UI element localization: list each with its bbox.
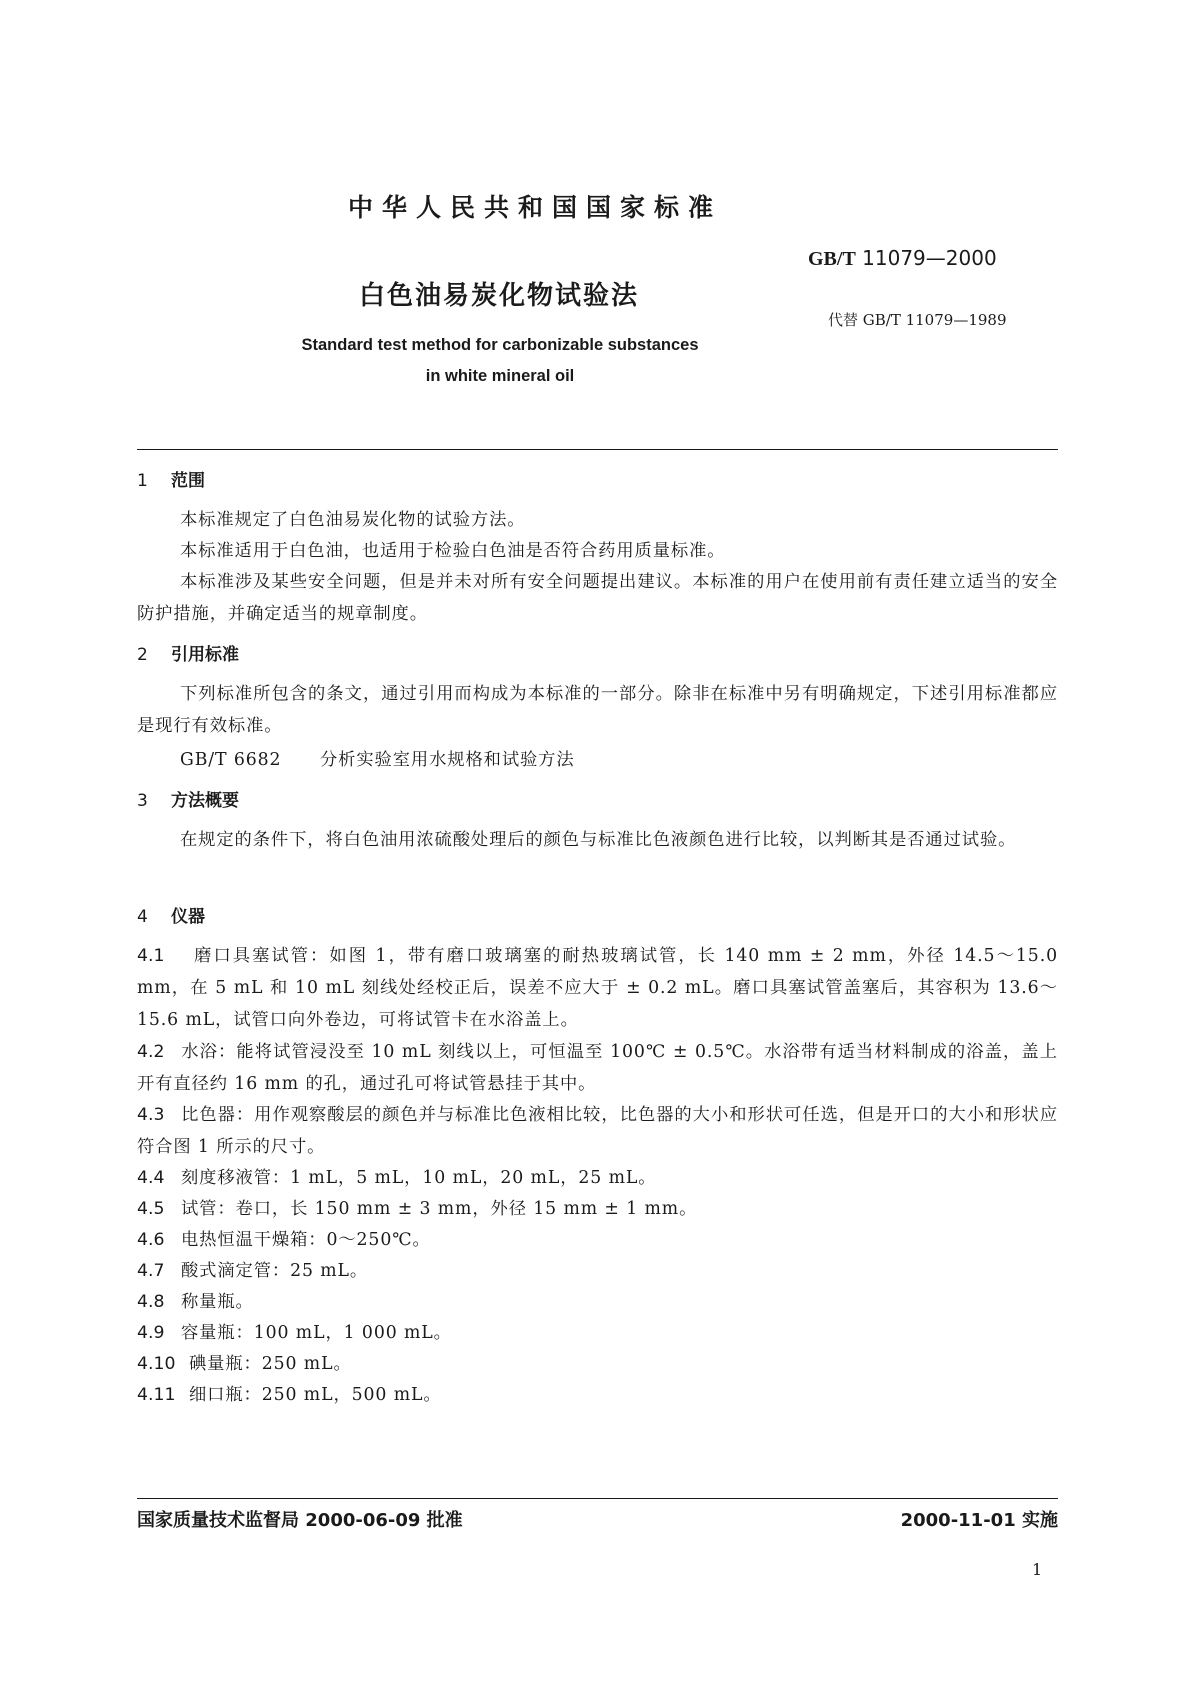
item-text: 容量瓶：100 mL，1 000 mL。 [181,1323,452,1343]
item-number: 4.1 [137,946,165,966]
item-text: 细口瓶：250 mL，500 mL。 [189,1385,442,1405]
approval-line: 国家质量技术监督局 2000-06-09 批准 [137,1510,463,1531]
item-text: 试管：卷口，长 150 mm ± 3 mm，外径 15 mm ± 1 mm。 [181,1199,698,1219]
section-number: 4 [137,907,148,927]
section-title: 方法概要 [171,791,239,811]
item-number: 4.3 [137,1105,165,1125]
section-heading-references [137,640,239,665]
apparatus-item [137,1286,1058,1318]
apparatus-item [137,1379,1058,1411]
apparatus-item [137,1224,1058,1256]
reference-code: GB/T 6682 [180,750,282,770]
item-text: 酸式滴定管：25 mL。 [181,1261,369,1281]
item-number: 4.9 [137,1323,165,1343]
item-text: 水浴：能将试管浸没至 10 mL 刻线以上，可恒温至 100℃ ± 0.5℃。水浴带有适当材料制成的浴盖，盖上开有直径约 16 mm 的孔，通过孔可将试管悬挂于其中。 [137,1042,1058,1094]
section-title: 范围 [171,471,205,491]
page-title: 白色油易炭化物试验法 [358,281,639,311]
item-number: 4.6 [137,1230,165,1250]
section-title: 仪器 [171,907,205,927]
english-title-line-1: Standard test method for carbonizable substances [301,336,699,354]
item-number: 4.10 [137,1354,176,1374]
item-number: 4.2 [137,1042,165,1062]
apparatus-item [137,1036,1058,1100]
item-number: 4.5 [137,1199,165,1219]
header-divider [137,449,1058,450]
reference-item [180,745,575,770]
footer-divider [137,1498,1058,1499]
apparatus-item [137,1255,1058,1287]
english-title-line-2: in white mineral oil [425,367,575,385]
method-summary-paragraph: 在规定的条件下，将白色油用浓硫酸处理后的颜色与标准比色液颜色进行比较，以判断其是否通过试验。 [180,830,1017,850]
apparatus-item [137,1162,1058,1194]
section-heading-scope [137,466,205,491]
item-text: 磨口具塞试管：如图 1，带有磨口玻璃塞的耐热玻璃试管，长 140 mm ± 2 mm，外径 14.5～15.0 mm，在 5 mL 和 10 mL 刻线处经校正后，误差不应大于 ± 0.2 mL。磨口具塞试管盖塞后，其容积为 13.6～15.6 mL，试管口向外卷边，可将试管卡在水浴盖上。 [137,946,1058,1030]
scope-paragraph-3: 本标准涉及某些安全问题，但是并未对所有安全问题提出建议。本标准的用户在使用前有责任建立适当的安全防护措施，并确定适当的规章制度。 [137,572,1058,624]
scope-paragraph-2: 本标准适用于白色油，也适用于检验白色油是否符合药用质量标准。 [180,541,726,561]
item-number: 4.8 [137,1292,165,1312]
section-number: 2 [137,645,148,665]
page-number: 1 [1032,1560,1043,1579]
standard-number [808,246,997,271]
section-heading-summary [137,786,239,811]
section-title: 引用标准 [171,645,239,665]
apparatus-item [137,1317,1058,1349]
scope-paragraph-1: 本标准规定了白色油易炭化物的试验方法。 [180,510,526,530]
item-text: 碘量瓶：250 mL。 [189,1354,352,1374]
effective-date: 2000-11-01 实施 [900,1510,1058,1531]
apparatus-item [137,1348,1058,1380]
item-number: 4.7 [137,1261,165,1281]
replaces-note: 代替 GB/T 11079—1989 [828,311,1007,329]
section-heading-apparatus [137,902,205,927]
references-intro: 下列标准所包含的条文，通过引用而构成为本标准的一部分。除非在标准中另有明确规定，下述引用标准都应是现行有效标准。 [137,684,1058,736]
standard-prefix: GB/T [808,248,856,270]
item-text: 刻度移液管：1 mL，5 mL，10 mL，20 mL，25 mL。 [181,1168,657,1188]
section-number: 1 [137,471,148,491]
apparatus-item [137,1193,1058,1225]
item-text: 电热恒温干燥箱：0～250℃。 [181,1230,431,1250]
item-number: 4.11 [137,1385,176,1405]
item-text: 比色器：用作观察酸层的颜色并与标准比色液相比较，比色器的大小和形状可任选，但是开口的大小和形状应符合图 1 所示的尺寸。 [137,1105,1058,1157]
standard-code: 11079—2000 [862,246,997,270]
apparatus-item [137,940,1058,1036]
reference-title: 分析实验室用水规格和试验方法 [320,750,575,770]
item-text: 称量瓶。 [181,1292,254,1312]
section-number: 3 [137,791,148,811]
item-number: 4.4 [137,1168,165,1188]
national-standard-heading: 中华人民共和国国家标准 [347,193,722,222]
apparatus-item [137,1099,1058,1163]
